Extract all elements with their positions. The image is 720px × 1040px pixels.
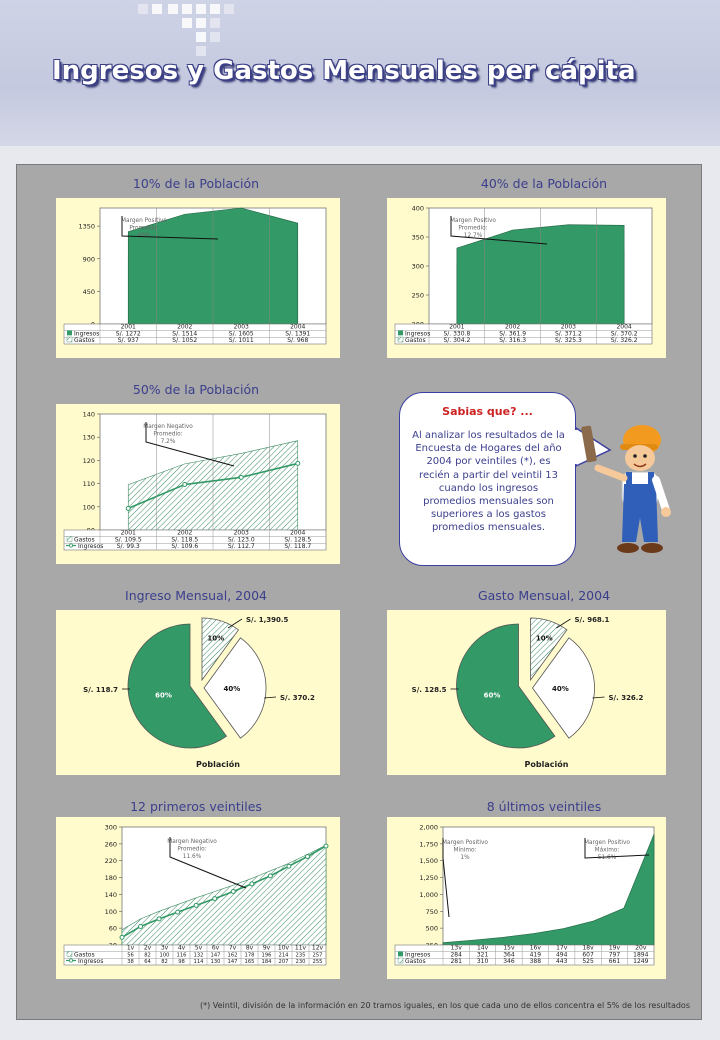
x-tick-label: 5v: [194, 944, 203, 952]
table-value: 1249: [633, 958, 649, 965]
chart-title-p40: 40% de la Población: [480, 176, 608, 191]
x-tick-label: 2001: [120, 323, 136, 331]
table-value: 281: [450, 958, 462, 965]
table-value: 207: [278, 959, 289, 965]
pie-leader: [557, 619, 571, 628]
table-value: S/. 1272: [115, 330, 141, 338]
y-tick-label: 1,750: [419, 840, 438, 849]
y-tick-label: 1350: [78, 222, 95, 231]
x-tick-label: 17v: [556, 944, 568, 952]
x-tick-label: 15v: [503, 944, 515, 952]
y-tick-label: 260: [104, 840, 117, 849]
table-value: 162: [227, 952, 238, 959]
y-tick-label: 450: [82, 287, 95, 296]
header-banner: [0, 0, 720, 146]
table-value: 797: [608, 951, 621, 959]
table-value: S/. 99.3: [116, 543, 140, 550]
chart-svg: [56, 198, 340, 358]
series-point: [239, 475, 243, 479]
decor-square: [182, 4, 192, 14]
decor-square: [210, 4, 220, 14]
pie-xlabel: Población: [196, 760, 240, 769]
annotation-text: 11.6%: [182, 854, 202, 860]
annotation-text: Margen Positivo: [584, 840, 630, 846]
legend-label: Gastos: [74, 337, 95, 344]
chart-ingreso-mensual: [56, 610, 340, 775]
pie-amount-label: S/. 370.2: [280, 694, 315, 702]
series-point: [120, 935, 124, 939]
chart-12-primeros: [56, 817, 340, 979]
y-tick-label: 180: [104, 874, 117, 883]
x-tick-label: 2003: [233, 529, 249, 537]
worker-illustration-icon: [580, 414, 680, 574]
y-tick-label: 300: [104, 823, 117, 832]
table-value: S/. 1052: [172, 337, 198, 344]
pie-pct-label: 10%: [207, 634, 225, 643]
y-tick-label: 750: [425, 907, 438, 916]
legend-key: [398, 951, 403, 956]
page-title: Ingresos y Gastos Mensuales per cápita: [52, 56, 636, 86]
annotation-text: 12.7%: [463, 233, 483, 239]
x-tick-label: 8v: [245, 944, 254, 952]
x-tick-label: 2002: [504, 323, 521, 331]
legend-label: Gastos: [74, 536, 95, 544]
y-tick-label: 100: [104, 907, 117, 916]
x-tick-label: 2001: [120, 529, 136, 537]
table-value: 56: [127, 952, 134, 959]
chart-50-poblacion: [56, 404, 340, 564]
pie-xlabel: Población: [524, 760, 569, 769]
pie-amount-label: S/. 968.1: [574, 616, 610, 624]
callout-body: Al analizar los resultados de la Encuesta de Hogares del año 2004 por veintiles (*), es recién a partir del veintil 13 cuando los ingresos promedios mensuales son superiores a los gastos promedios mensuales.: [412, 430, 565, 534]
table-value: S/. 937: [117, 337, 139, 344]
decor-square: [196, 32, 206, 42]
annotation-text: 1%: [460, 855, 470, 861]
chart-title-p10: 10% de la Población: [132, 176, 260, 191]
chart-title-v8: 8 últimos veintiles: [486, 799, 602, 814]
pie-amount-label: S/. 1,390.5: [246, 616, 289, 624]
legend-key: [69, 959, 72, 962]
chart-svg: [387, 610, 666, 775]
x-tick-label: 6v: [211, 944, 220, 952]
y-tick-label: 100: [82, 503, 95, 512]
chart-title-p50: 50% de la Población: [132, 382, 260, 397]
y-tick-label: 140: [82, 410, 95, 419]
series-point: [194, 903, 198, 907]
decor-square: [210, 32, 220, 42]
legend-key: [67, 330, 72, 335]
decor-square: [224, 4, 234, 14]
legend-key: [398, 330, 403, 335]
pie-leader: [228, 619, 242, 628]
legend-key: [69, 544, 72, 547]
decor-square: [168, 4, 178, 14]
table-value: 214: [278, 952, 289, 959]
chart-svg: [56, 404, 340, 564]
table-value: S/. 968: [287, 337, 309, 344]
table-value: 494: [555, 951, 568, 959]
legend-label: Gastos: [405, 337, 426, 344]
y-tick-label: 300: [411, 262, 424, 271]
x-tick-label: 10v: [277, 944, 290, 952]
series-point: [268, 874, 272, 878]
legend-label: Ingresos: [78, 958, 104, 965]
annotation-text: Margen Negativo: [167, 839, 217, 845]
x-tick-label: 2004: [290, 529, 306, 537]
annotation-text: Mínimo:: [453, 847, 477, 854]
y-tick-label: 1,000: [419, 890, 438, 899]
x-tick-label: 16v: [529, 944, 541, 952]
callout-title: Sabias que? ...: [442, 405, 533, 418]
table-value: S/. 1605: [228, 330, 254, 338]
pie-amount-label: S/. 118.7: [83, 686, 118, 694]
footnote: (*) Veintil, división de la información en 20 tramos iguales, en los que cada uno de ellos concentra el 5% de los resultados: [199, 1001, 690, 1010]
table-value: 235: [295, 952, 306, 959]
annotation-text: Margen Positivo: [121, 218, 167, 224]
legend-key: [67, 951, 72, 956]
legend-key: [398, 958, 403, 963]
table-value: 38: [127, 959, 134, 965]
chart-title-ingreso: Ingreso Mensual, 2004: [125, 588, 267, 603]
table-value: 607: [582, 951, 594, 959]
x-tick-label: 4v: [177, 944, 186, 952]
table-value: 165: [244, 959, 255, 965]
table-value: 419: [529, 951, 542, 959]
x-tick-label: 18v: [582, 944, 594, 952]
table-value: 661: [608, 958, 621, 965]
table-value: S/. 1391: [285, 330, 311, 338]
table-value: 132: [193, 952, 204, 959]
table-value: 388: [529, 958, 542, 965]
legend-label: Ingresos: [405, 330, 431, 338]
y-tick-label: 130: [82, 433, 95, 442]
series-point: [231, 889, 235, 893]
chart-svg: [387, 198, 666, 358]
table-value: 130: [210, 959, 221, 965]
chart-10-poblacion: [56, 198, 340, 358]
x-tick-label: 2004: [290, 323, 306, 331]
table-value: 147: [210, 952, 221, 959]
pie-leader: [593, 697, 605, 698]
table-value: S/. 330.8: [443, 330, 471, 338]
table-value: S/. 1514: [172, 330, 198, 338]
decor-square: [196, 18, 206, 28]
y-tick-label: 140: [104, 890, 117, 899]
decor-square: [182, 18, 192, 28]
series-point: [126, 506, 130, 510]
legend-key: [67, 536, 72, 541]
pie-pct-label: 60%: [483, 691, 501, 700]
table-value: S/. 109.5: [114, 536, 142, 544]
legend-label: Gastos: [74, 951, 95, 959]
pie-pct-label: 10%: [535, 634, 553, 643]
x-tick-label: 2002: [177, 529, 193, 537]
table-value: S/. 316.3: [499, 337, 527, 344]
table-value: 178: [244, 952, 255, 959]
pie-amount-label: S/. 128.5: [411, 686, 447, 694]
decor-square: [138, 4, 148, 14]
series-point: [324, 844, 328, 848]
x-tick-label: 14v: [476, 944, 489, 952]
y-tick-label: 1,250: [419, 874, 438, 883]
decor-square: [152, 4, 162, 14]
table-value: S/. 112.7: [227, 543, 255, 550]
table-value: S/. 1011: [228, 337, 254, 344]
y-tick-label: 110: [82, 480, 95, 489]
table-value: 321: [476, 951, 489, 959]
table-value: 443: [555, 958, 568, 965]
table-value: 147: [227, 959, 238, 965]
x-tick-label: 2003: [560, 323, 577, 331]
series-point: [250, 882, 254, 886]
series-point: [296, 461, 300, 465]
chart-8-ultimos: [387, 817, 666, 979]
table-value: 257: [312, 952, 323, 959]
table-value: S/. 128.5: [284, 536, 312, 544]
annotation-text: Margen Negativo: [143, 424, 193, 430]
y-tick-label: 1,500: [419, 857, 438, 866]
chart-svg: [387, 817, 666, 979]
table-value: 255: [312, 959, 323, 965]
chart-title-gasto: Gasto Mensual, 2004: [477, 588, 611, 603]
x-tick-label: 12v: [311, 944, 324, 952]
series-point: [139, 924, 143, 928]
table-value: S/. 118.7: [284, 543, 312, 550]
table-value: S/. 118.5: [171, 536, 199, 544]
legend-label: Ingresos: [74, 330, 100, 338]
y-tick-label: 250: [411, 291, 424, 300]
x-tick-label: 2003: [233, 323, 249, 331]
table-value: S/. 326.2: [610, 337, 638, 344]
series-point: [157, 917, 161, 921]
table-value: 346: [503, 958, 515, 965]
x-tick-label: 2001: [449, 323, 465, 331]
table-value: 114: [193, 959, 204, 965]
annotation-text: Promedio:: [129, 225, 159, 232]
chart-svg: [56, 817, 340, 979]
legend-key: [398, 337, 403, 342]
x-tick-label: 7v: [228, 944, 237, 952]
table-value: 525: [582, 958, 594, 965]
table-value: 184: [261, 959, 272, 965]
table-value: 82: [144, 952, 151, 959]
table-value: S/. 109.6: [171, 543, 199, 550]
series-point: [305, 855, 309, 859]
chart-svg: [56, 610, 340, 775]
y-tick-label: 120: [82, 456, 95, 465]
pie-amount-label: S/. 326.2: [608, 694, 644, 702]
series-point: [183, 483, 187, 487]
y-tick-label: 900: [82, 255, 95, 264]
table-value: 116: [176, 952, 187, 959]
annotation-text: 46%: [137, 233, 151, 239]
y-tick-label: 500: [425, 924, 438, 933]
x-tick-label: 9v: [262, 944, 271, 952]
annotation-text: Promedio:: [458, 225, 488, 232]
callout-bubble: [399, 392, 576, 566]
table-value: S/. 371.2: [554, 330, 582, 338]
table-value: 1894: [633, 951, 649, 959]
table-value: 196: [261, 952, 272, 959]
table-value: 310: [476, 958, 489, 965]
table-value: S/. 361.9: [499, 330, 527, 338]
decor-square: [210, 18, 220, 28]
pie-leader: [264, 697, 276, 698]
annotation-text: Promedio:: [177, 846, 207, 853]
table-value: S/. 123.0: [227, 536, 255, 544]
annotation-text: 7.2%: [160, 439, 176, 445]
decor-square: [196, 4, 206, 14]
x-tick-label: 2002: [177, 323, 193, 331]
series-point: [176, 910, 180, 914]
x-tick-label: 19v: [608, 944, 621, 952]
y-tick-label: 350: [411, 233, 424, 242]
table-value: 82: [161, 959, 168, 965]
pie-pct-label: 40%: [223, 685, 241, 693]
table-value: 64: [144, 959, 151, 965]
x-tick-label: 1v: [126, 944, 135, 952]
chart-40-poblacion: [387, 198, 666, 358]
table-value: 284: [450, 951, 462, 959]
legend-label: Ingresos: [78, 543, 104, 550]
table-value: S/. 325.3: [554, 337, 582, 344]
legend-label: Gastos: [405, 958, 426, 965]
table-value: 230: [295, 959, 306, 965]
annotation-text: Máximo:: [594, 847, 620, 854]
y-tick-label: 220: [104, 857, 117, 866]
decor-square: [196, 46, 206, 56]
x-tick-label: 3v: [160, 944, 169, 952]
y-tick-label: 400: [411, 204, 424, 213]
chart-title-v12: 12 primeros veintiles: [130, 799, 262, 814]
pie-pct-label: 40%: [552, 685, 569, 693]
chart-gasto-mensual: [387, 610, 666, 775]
legend-label: Ingresos: [405, 951, 431, 959]
x-tick-label: 11v: [294, 944, 307, 952]
x-tick-label: 2v: [143, 944, 152, 952]
x-tick-label: 13v: [450, 944, 462, 952]
series-point: [213, 897, 217, 901]
x-tick-label: 2004: [616, 323, 632, 331]
y-tick-label: 60: [108, 924, 117, 933]
annotation-text: 51.6%: [597, 855, 617, 861]
table-value: S/. 304.2: [443, 337, 471, 344]
series-point: [287, 864, 291, 868]
table-value: S/. 370.2: [610, 330, 638, 338]
x-tick-label: 20v: [635, 944, 647, 952]
table-value: 364: [503, 951, 515, 959]
y-tick-label: 2,000: [419, 823, 438, 832]
table-value: 98: [178, 959, 185, 965]
table-value: 100: [159, 952, 170, 959]
legend-key: [67, 337, 72, 342]
annotation-text: Promedio:: [153, 431, 183, 438]
annotation-text: Margen Positivo: [450, 218, 496, 224]
pie-pct-label: 60%: [155, 691, 172, 700]
annotation-text: Margen Positivo: [442, 840, 488, 846]
